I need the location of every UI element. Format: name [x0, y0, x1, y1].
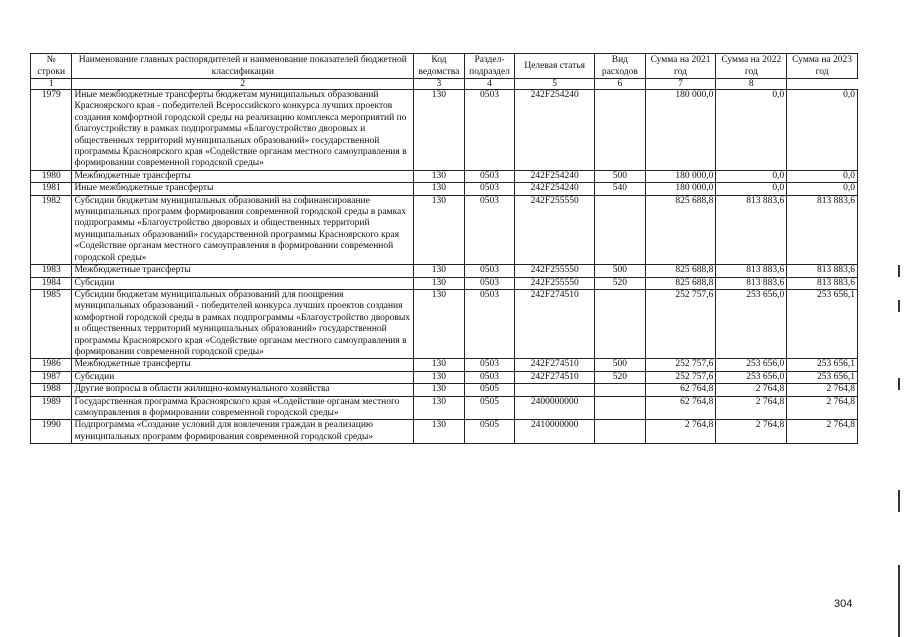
- row-sum-2021: 252 757,6: [645, 289, 716, 358]
- row-dept-code: 130: [414, 90, 465, 171]
- header-row-no: № строки: [31, 54, 72, 79]
- row-sum-2023: 813 883,6: [787, 277, 858, 289]
- header-target: Целевая статья: [515, 54, 595, 79]
- row-sum-2021: 62 764,8: [645, 384, 716, 396]
- row-target: [515, 384, 595, 396]
- row-number: 1987: [31, 371, 72, 383]
- scan-edge-mark: [898, 378, 900, 390]
- row-section: 0503: [464, 289, 515, 358]
- row-sum-2023: 0,0: [787, 90, 858, 171]
- row-target: 242F255550: [515, 277, 595, 289]
- row-name: Подпрограмма «Создание условий для вовлечения граждан в реализацию муниципальных программ формирования современной городской среды»: [72, 420, 414, 444]
- row-sum-2023: 813 883,6: [787, 265, 858, 277]
- col-number: 4: [464, 79, 515, 90]
- row-expense-type: 500: [595, 265, 646, 277]
- row-sum-2023: 253 656,1: [787, 289, 858, 358]
- row-name: Субсидии бюджетам муниципальных образований на софинансирование муниципальных программ формирования современной городской среды в рамках подпрограммы «Благоустройство дворовых и общественных территорий муниципальных образований» государственной программы Красноярского края «Содействие органам местного самоуправления в формировании современной городской среды»: [72, 195, 414, 264]
- header-dept-code: Код ведомства: [414, 54, 465, 79]
- row-sum-2021: 180 000,0: [645, 170, 716, 182]
- row-number: 1985: [31, 289, 72, 358]
- row-dept-code: 130: [414, 289, 465, 358]
- row-number: 1990: [31, 420, 72, 444]
- row-sum-2021: 252 757,6: [645, 371, 716, 383]
- table-row: [31, 371, 858, 383]
- header-sum-2023: Сумма на 2023 год: [787, 54, 858, 79]
- row-sum-2021: 2 764,8: [645, 420, 716, 444]
- row-target: 242F255550: [515, 265, 595, 277]
- row-sum-2022: 2 764,8: [716, 396, 787, 420]
- row-sum-2023: 0,0: [787, 170, 858, 182]
- row-sum-2023: 2 764,8: [787, 384, 858, 396]
- scan-edge-mark: [898, 300, 900, 312]
- col-number: 1: [31, 79, 72, 90]
- row-sum-2023: 0,0: [787, 183, 858, 195]
- row-section: 0503: [464, 359, 515, 371]
- row-sum-2021: 825 688,8: [645, 195, 716, 264]
- row-sum-2021: 180 000,0: [645, 183, 716, 195]
- table-row: [31, 277, 858, 289]
- col-number: 6: [595, 79, 646, 90]
- row-dept-code: 130: [414, 277, 465, 289]
- row-number: 1982: [31, 195, 72, 264]
- row-sum-2021: 252 757,6: [645, 359, 716, 371]
- header-row: [31, 54, 858, 79]
- scan-edge-mark: [898, 565, 900, 637]
- row-number: 1979: [31, 90, 72, 171]
- row-name: Иные межбюджетные трансферты бюджетам муниципальных образований Красноярского края - победителей Всероссийского конкурса лучших проектов создания комфортной городской среды на реализацию комплекса мероприятий по благоустройству в рамках подпрограммы «Благоустройство дворовых и общественных территорий муниципальных образований» государственной программы Красноярского края «Содействие органам местного самоуправления в формировании современной городской среды»: [72, 90, 414, 171]
- row-dept-code: 130: [414, 195, 465, 264]
- row-expense-type: 500: [595, 170, 646, 182]
- budget-table: [30, 53, 858, 444]
- row-section: 0503: [464, 170, 515, 182]
- row-expense-type: 540: [595, 183, 646, 195]
- row-sum-2023: 2 764,8: [787, 420, 858, 444]
- row-section: 0503: [464, 277, 515, 289]
- row-target: 242F274510: [515, 371, 595, 383]
- row-dept-code: 130: [414, 170, 465, 182]
- col-number: 7: [645, 79, 716, 90]
- row-expense-type: 520: [595, 371, 646, 383]
- row-dept-code: 130: [414, 384, 465, 396]
- row-target: 242F254240: [515, 183, 595, 195]
- row-sum-2022: 253 656,0: [716, 289, 787, 358]
- row-sum-2021: 825 688,8: [645, 265, 716, 277]
- row-target: 2400000000: [515, 396, 595, 420]
- column-number-row: [31, 79, 858, 90]
- row-section: 0503: [464, 90, 515, 171]
- row-name: Субсидии: [72, 277, 414, 289]
- col-number: 3: [414, 79, 465, 90]
- row-name: Межбюджетные трансферты: [72, 170, 414, 182]
- col-number: 2: [72, 79, 414, 90]
- row-sum-2022: 2 764,8: [716, 384, 787, 396]
- header-name: Наименование главных распорядителей и наименование показателей бюджетной классификации: [72, 54, 414, 79]
- row-section: 0503: [464, 265, 515, 277]
- row-number: 1989: [31, 396, 72, 420]
- row-dept-code: 130: [414, 359, 465, 371]
- row-name: Субсидии: [72, 371, 414, 383]
- table-row: [31, 183, 858, 195]
- row-name: Государственная программа Красноярского края «Содействие органам местного самоуправления в формировании современной городской среды»: [72, 396, 414, 420]
- row-sum-2023: 253 656,1: [787, 359, 858, 371]
- row-number: 1984: [31, 277, 72, 289]
- scan-edge-mark: [898, 490, 900, 512]
- row-name: Межбюджетные трансферты: [72, 265, 414, 277]
- row-expense-type: 520: [595, 277, 646, 289]
- budget-sheet: [30, 53, 858, 444]
- table-row: [31, 265, 858, 277]
- header-sum-2021: Сумма на 2021 год: [645, 54, 716, 79]
- table-row: [31, 90, 858, 171]
- row-dept-code: 130: [414, 371, 465, 383]
- row-name: Другие вопросы в области жилищно-коммунального хозяйства: [72, 384, 414, 396]
- row-section: 0503: [464, 183, 515, 195]
- row-sum-2023: 2 764,8: [787, 396, 858, 420]
- col-number: 8: [716, 79, 787, 90]
- page-number: 304: [834, 598, 853, 610]
- row-number: 1986: [31, 359, 72, 371]
- row-section: 0505: [464, 420, 515, 444]
- table-row: [31, 420, 858, 444]
- header-sum-2022: Сумма на 2022 год: [716, 54, 787, 79]
- row-sum-2022: 253 656,0: [716, 371, 787, 383]
- row-target: 242F255550: [515, 195, 595, 264]
- scan-edge-mark: [898, 265, 900, 277]
- row-name: Иные межбюджетные трансферты: [72, 183, 414, 195]
- row-dept-code: 130: [414, 396, 465, 420]
- row-target: 242F254240: [515, 90, 595, 171]
- row-number: 1980: [31, 170, 72, 182]
- row-sum-2022: 0,0: [716, 170, 787, 182]
- row-expense-type: [595, 195, 646, 264]
- table-body: [31, 90, 858, 444]
- row-sum-2022: 0,0: [716, 183, 787, 195]
- row-expense-type: [595, 384, 646, 396]
- table-row: [31, 359, 858, 371]
- row-sum-2022: 813 883,6: [716, 265, 787, 277]
- row-sum-2021: 62 764,8: [645, 396, 716, 420]
- table-row: [31, 384, 858, 396]
- table-row: [31, 289, 858, 358]
- row-target: 242F274510: [515, 359, 595, 371]
- row-sum-2022: 253 656,0: [716, 359, 787, 371]
- row-sum-2021: 825 688,8: [645, 277, 716, 289]
- row-expense-type: [595, 420, 646, 444]
- table-row: [31, 396, 858, 420]
- row-sum-2021: 180 000,0: [645, 90, 716, 171]
- row-dept-code: 130: [414, 420, 465, 444]
- row-section: 0505: [464, 396, 515, 420]
- col-number: 5: [515, 79, 595, 90]
- row-expense-type: [595, 396, 646, 420]
- table-row: [31, 170, 858, 182]
- row-sum-2022: 0,0: [716, 90, 787, 171]
- header-expense-type: Вид расходов: [595, 54, 646, 79]
- row-expense-type: [595, 289, 646, 358]
- row-number: 1988: [31, 384, 72, 396]
- row-section: 0503: [464, 195, 515, 264]
- row-number: 1981: [31, 183, 72, 195]
- row-target: 242F254240: [515, 170, 595, 182]
- row-dept-code: 130: [414, 183, 465, 195]
- row-section: 0503: [464, 371, 515, 383]
- row-target: 2410000000: [515, 420, 595, 444]
- row-name: Субсидии бюджетам муниципальных образований для поощрения муниципальных образований - победителей конкурса лучших проектов создания комфортной городской среды в рамках подпрограммы «Благоустройство дворовых и общественных территорий муниципальных образований» государственной программы Красноярского края «Содействие органам местного самоуправления в формировании современной городской среды»: [72, 289, 414, 358]
- row-dept-code: 130: [414, 265, 465, 277]
- row-section: 0505: [464, 384, 515, 396]
- row-sum-2022: 2 764,8: [716, 420, 787, 444]
- table-row: [31, 195, 858, 264]
- row-name: Межбюджетные трансферты: [72, 359, 414, 371]
- row-expense-type: [595, 90, 646, 171]
- row-expense-type: 500: [595, 359, 646, 371]
- row-number: 1983: [31, 265, 72, 277]
- row-sum-2022: 813 883,6: [716, 277, 787, 289]
- row-sum-2023: 253 656,1: [787, 371, 858, 383]
- row-target: 242F274510: [515, 289, 595, 358]
- row-sum-2023: 813 883,6: [787, 195, 858, 264]
- row-sum-2022: 813 883,6: [716, 195, 787, 264]
- header-section: Раздел-подраздел: [464, 54, 515, 79]
